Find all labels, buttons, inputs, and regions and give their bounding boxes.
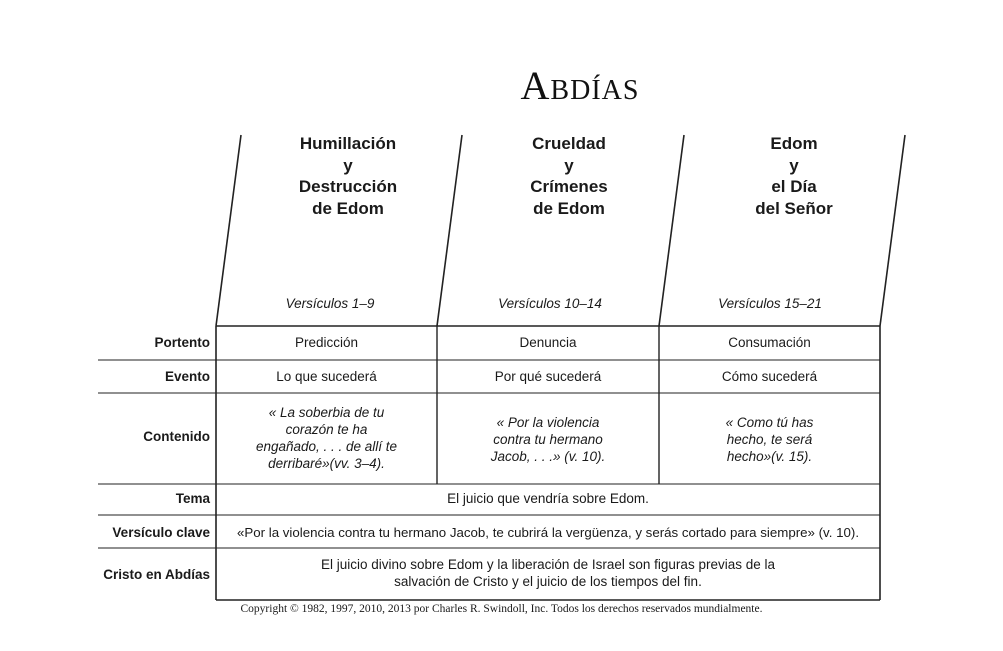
- heading-line: del Señor: [755, 198, 833, 218]
- cristo-line: salvación de Cristo y el juicio de los tiempos del fin.: [394, 574, 702, 589]
- row-label-portento: Portento: [154, 335, 210, 350]
- heading-line: el Día: [771, 177, 817, 196]
- quote-line: engañado, . . . de allí te: [255, 439, 398, 454]
- cristo-line: El juicio divino sobre Edom y la liberación de Israel son figuras previas de la: [321, 557, 775, 572]
- section-3-heading: [704, 133, 884, 219]
- row-label-versiculo-clave: Versículo clave: [112, 525, 210, 540]
- cristo-value: [216, 556, 880, 590]
- heading-line: de Edom: [533, 198, 605, 218]
- heading-line: Crueldad: [532, 134, 606, 153]
- contenido-cell-3: [659, 414, 880, 465]
- heading-line: y: [789, 155, 799, 175]
- quote-line: « Por la violencia: [496, 415, 600, 430]
- tema-value: El juicio que vendría sobre Edom.: [447, 491, 649, 506]
- section-2-verses: Versículos 10–14: [498, 296, 602, 311]
- chart-title: Abdías: [520, 63, 640, 108]
- portento-cell-1: Predicción: [294, 335, 359, 350]
- heading-line: y: [343, 155, 353, 175]
- portento-cell-2: Denuncia: [519, 335, 577, 350]
- quote-line: « La soberbia de tu: [268, 405, 385, 420]
- row-label-evento: Evento: [164, 369, 210, 384]
- quote-line: hecho, te será: [726, 432, 813, 447]
- versiculo-clave-value: «Por la violencia contra tu hermano Jacob, te cubrirá la vergüenza, y serás cortado para siempre» (v. 10).: [236, 525, 860, 540]
- quote-line: corazón te ha: [285, 422, 368, 437]
- quote-line: hecho»(v. 15).: [726, 449, 813, 464]
- heading-line: Crímenes: [530, 177, 608, 196]
- contenido-cell-1: [216, 404, 437, 472]
- contenido-cell-2: [437, 414, 659, 465]
- quote-line: contra tu hermano: [493, 432, 603, 447]
- quote-line: Jacob, . . .» (v. 10).: [490, 449, 606, 464]
- copyright-notice: Copyright © 1982, 1997, 2010, 2013 por Charles R. Swindoll, Inc. Todos los derechos reservados mundialmente.: [240, 603, 763, 615]
- section-1-verses: Versículos 1–9: [285, 296, 375, 311]
- heading-line: y: [564, 155, 574, 175]
- evento-cell-2: Por qué sucederá: [494, 369, 602, 384]
- heading-line: Humillación: [299, 134, 397, 153]
- row-label-tema: Tema: [175, 491, 210, 506]
- evento-cell-1: Lo que sucederá: [276, 369, 377, 384]
- section-1-heading: [258, 133, 438, 219]
- quote-line: « Como tú has: [725, 415, 814, 430]
- heading-line: Destrucción: [298, 177, 398, 196]
- row-label-cristo: Cristo en Abdías: [103, 567, 210, 582]
- evento-cell-3: Cómo sucederá: [721, 369, 818, 384]
- section-2-heading: [479, 133, 659, 219]
- heading-line: de Edom: [312, 198, 384, 218]
- section-3-verses: Versículos 15–21: [718, 296, 822, 311]
- quote-line: derribaré»(vv. 3–4).: [268, 456, 385, 471]
- row-label-contenido: Contenido: [143, 429, 210, 444]
- heading-line: Edom: [770, 134, 818, 153]
- portento-cell-3: Consumación: [728, 335, 811, 350]
